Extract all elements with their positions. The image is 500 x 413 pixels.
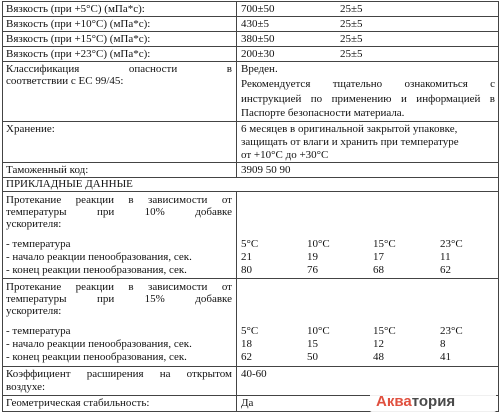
reaction-row-label: - температура bbox=[6, 238, 71, 250]
classification-label-line: Классификация опасности в bbox=[6, 63, 232, 75]
reaction-title-line bbox=[6, 281, 232, 293]
watermark-part: Аква bbox=[376, 393, 412, 410]
classification-value-line: Вреден. bbox=[241, 63, 278, 75]
reaction-title-text: Протекание реакции в зависимости от bbox=[6, 194, 232, 206]
viscosity-temp: 25±5 bbox=[340, 18, 363, 30]
reaction-cell: 17 bbox=[373, 251, 384, 263]
rule bbox=[2, 121, 499, 122]
reaction-row-label: - конец реакции пенообразования, сек. bbox=[6, 264, 187, 276]
classification-value-line bbox=[241, 78, 495, 90]
viscosity-temp: 25±5 bbox=[340, 33, 363, 45]
reaction-cell: 15°C bbox=[373, 325, 396, 337]
rule bbox=[2, 1, 3, 412]
storage-value-line: 6 месяцев в оригинальной закрытой упаковке, bbox=[241, 123, 458, 135]
expansion-label-line: воздухе: bbox=[6, 381, 46, 393]
viscosity-label: Вязкость (при +10°С) (мПа*с): bbox=[6, 18, 151, 30]
reaction-cell: 23°C bbox=[440, 238, 463, 250]
storage-value-line: защищать от влаги и хранить при температуре bbox=[241, 136, 459, 148]
reaction-row-label: - начало реакции пенообразования, сек. bbox=[6, 251, 192, 263]
rule bbox=[236, 191, 237, 412]
reaction-cell: 5°C bbox=[241, 325, 259, 337]
expansion-value: 40-60 bbox=[241, 368, 267, 380]
reaction-cell: 21 bbox=[241, 251, 252, 263]
stability-label: Геометрическая стабильность: bbox=[6, 397, 150, 409]
rule bbox=[2, 16, 499, 17]
reaction-title-line bbox=[6, 293, 232, 305]
reaction-title-text: Протекание реакции в зависимости от bbox=[6, 281, 232, 293]
section-title: ПРИКЛАДНЫЕ ДАННЫЕ bbox=[6, 178, 133, 190]
reaction-cell: 10°C bbox=[307, 238, 330, 250]
storage-value-line: от +10°С до +30°С bbox=[241, 149, 329, 161]
reaction-title-line bbox=[6, 194, 232, 206]
watermark-text bbox=[376, 393, 455, 411]
reaction-cell: 48 bbox=[373, 351, 384, 363]
storage-label: Хранение: bbox=[6, 123, 55, 135]
rule bbox=[2, 31, 499, 32]
reaction-cell: 19 bbox=[307, 251, 318, 263]
customs-label: Таможенный код: bbox=[6, 164, 89, 176]
customs-value: 3909 50 90 bbox=[241, 164, 291, 176]
viscosity-label: Вязкость (при +5°С) (мПа*с): bbox=[6, 3, 145, 15]
reaction-cell: 50 bbox=[307, 351, 318, 363]
reaction-title-line: ускорителя: bbox=[6, 218, 62, 230]
reaction-cell: 11 bbox=[440, 251, 451, 263]
reaction-cell: 68 bbox=[373, 264, 384, 276]
viscosity-value: 700±50 bbox=[241, 3, 275, 15]
rule bbox=[2, 366, 499, 367]
rule bbox=[2, 162, 499, 163]
viscosity-temp: 25±5 bbox=[340, 3, 363, 15]
reaction-cell: 10°C bbox=[307, 325, 330, 337]
reaction-row-label: - температура bbox=[6, 325, 71, 337]
stability-value: Да bbox=[241, 397, 254, 409]
reaction-title-line bbox=[6, 206, 232, 218]
rule bbox=[2, 191, 499, 192]
reaction-cell: 62 bbox=[440, 264, 451, 276]
reaction-row-label: - начало реакции пенообразования, сек. bbox=[6, 338, 192, 350]
reaction-cell: 23°C bbox=[440, 325, 463, 337]
viscosity-temp: 25±5 bbox=[340, 48, 363, 60]
reaction-cell: 80 bbox=[241, 264, 252, 276]
classification-value-text: инструкцией по применению и информацией в bbox=[241, 93, 495, 105]
expansion-label-text: Коэффициент расширения на открытом bbox=[6, 368, 232, 380]
reaction-cell: 5°C bbox=[241, 238, 259, 250]
rule bbox=[2, 61, 499, 62]
rule bbox=[2, 278, 499, 279]
classification-value-text: Рекомендуется тщательно ознакомиться с bbox=[241, 78, 495, 90]
classification-value-line bbox=[241, 93, 495, 105]
expansion-label-line bbox=[6, 368, 232, 380]
classification-label-line: соответствии с ЕС 99/45: bbox=[6, 75, 124, 87]
viscosity-label: Вязкость (при +23°С) (мПа*с): bbox=[6, 48, 151, 60]
watermark-part: тория bbox=[411, 393, 456, 410]
viscosity-label: Вязкость (при +15°С) (мПа*с): bbox=[6, 33, 151, 45]
reaction-cell: 15 bbox=[307, 338, 318, 350]
reaction-title-line: ускорителя: bbox=[6, 305, 62, 317]
reaction-cell: 18 bbox=[241, 338, 252, 350]
classification-label bbox=[6, 63, 232, 75]
reaction-title-text: температуры при 10% добавке bbox=[6, 206, 232, 218]
classification-value-line: Паспорте безопасности материала. bbox=[241, 107, 405, 119]
rule bbox=[236, 1, 237, 178]
rule bbox=[2, 1, 499, 2]
viscosity-value: 380±50 bbox=[241, 33, 275, 45]
viscosity-value: 200±30 bbox=[241, 48, 275, 60]
watermark-logo bbox=[370, 393, 496, 412]
reaction-cell: 62 bbox=[241, 351, 252, 363]
reaction-cell: 8 bbox=[440, 338, 446, 350]
reaction-cell: 12 bbox=[373, 338, 384, 350]
reaction-cell: 76 bbox=[307, 264, 318, 276]
rule bbox=[498, 1, 499, 412]
reaction-cell: 41 bbox=[440, 351, 451, 363]
viscosity-value: 430±5 bbox=[241, 18, 270, 30]
rule bbox=[2, 46, 499, 47]
reaction-row-label: - конец реакции пенообразования, сек. bbox=[6, 351, 187, 363]
reaction-cell: 15°C bbox=[373, 238, 396, 250]
reaction-title-text: температуры при 15% добавке bbox=[6, 293, 232, 305]
